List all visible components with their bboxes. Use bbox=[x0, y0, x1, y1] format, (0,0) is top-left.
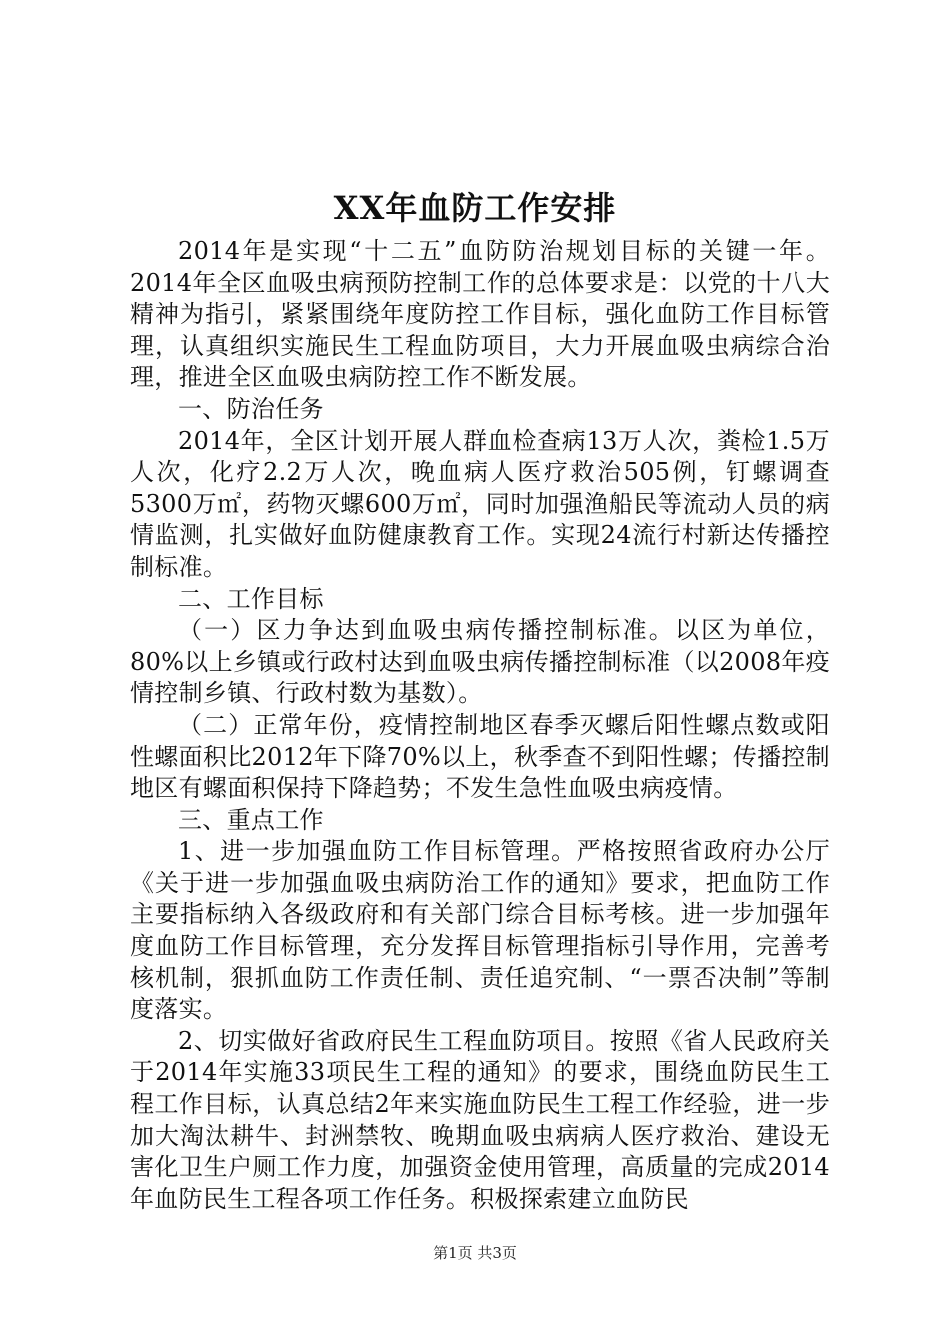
goal-two-paragraph: （二）正常年份，疫情控制地区春季灭螺后阳性螺点数或阳性螺面积比2012年下降70%以上，秋季查不到阳性螺；传播控制地区有螺面积保持下降趋势；不发生急性血吸虫病疫情。 bbox=[130, 710, 830, 803]
intro-paragraph: 2014年是实现“十二五”血防防治规划目标的关键一年。2014年全区血吸虫病预防控制工作的总体要求是：以党的十八大精神为指引，紧紧围绕年度防控工作目标，强化血防工作目标管理，认真组织实施民生工程血防项目，大力开展血吸虫病综合治理，推进全区血吸虫病防控工作不断发展。 bbox=[130, 237, 830, 392]
page-footer: 第1页 共3页 bbox=[433, 1244, 517, 1262]
key-work-two-paragraph: 2、切实做好省政府民生工程血防项目。按照《省人民政府关于2014年实施33项民生工程的通知》的要求，围绕血防民生工程工作目标，认真总结2年来实施血防民生工程工作经验，进一步加大淘汰耕牛、封洲禁牧、晚期血吸虫病病人医疗救治、建设无害化卫生户厕工作力度，加强资金使用管理，高质量的完成2014年血防民生工程各项工作任务。积极探索建立血防民 bbox=[130, 1026, 830, 1213]
document-title: XX年血防工作安排 bbox=[333, 189, 617, 227]
section-heading-key-work: 三、重点工作 bbox=[178, 805, 324, 834]
section-heading-goals: 二、工作目标 bbox=[178, 584, 324, 613]
tasks-paragraph: 2014年，全区计划开展人群血检查病13万人次，粪检1.5万人次，化疗2.2万人次，晚血病人医疗救治505例，钉螺调查5300万㎡，药物灭螺600万㎡，同时加强渔船民等流动人员的病情监测，扎实做好血防健康教育工作。实现24流行村新达传播控制标准。 bbox=[130, 426, 830, 581]
section-heading-tasks: 一、防治任务 bbox=[178, 394, 324, 423]
key-work-one-paragraph: 1、进一步加强血防工作目标管理。严格按照省政府办公厅《关于进一步加强血吸虫病防治工作的通知》要求，把血防工作主要指标纳入各级政府和有关部门综合目标考核。进一步加强年度血防工作目标管理，充分发挥目标管理指标引导作用，完善考核机制，狠抓血防工作责任制、责任追究制、“一票否决制”等制度落实。 bbox=[130, 837, 830, 1024]
goal-one-paragraph: （一）区力争达到血吸虫病传播控制标准。以区为单位，80%以上乡镇或行政村达到血吸虫病传播控制标准（以2008年疫情控制乡镇、行政村数为基数）。 bbox=[130, 616, 830, 708]
document-body bbox=[130, 236, 830, 1215]
